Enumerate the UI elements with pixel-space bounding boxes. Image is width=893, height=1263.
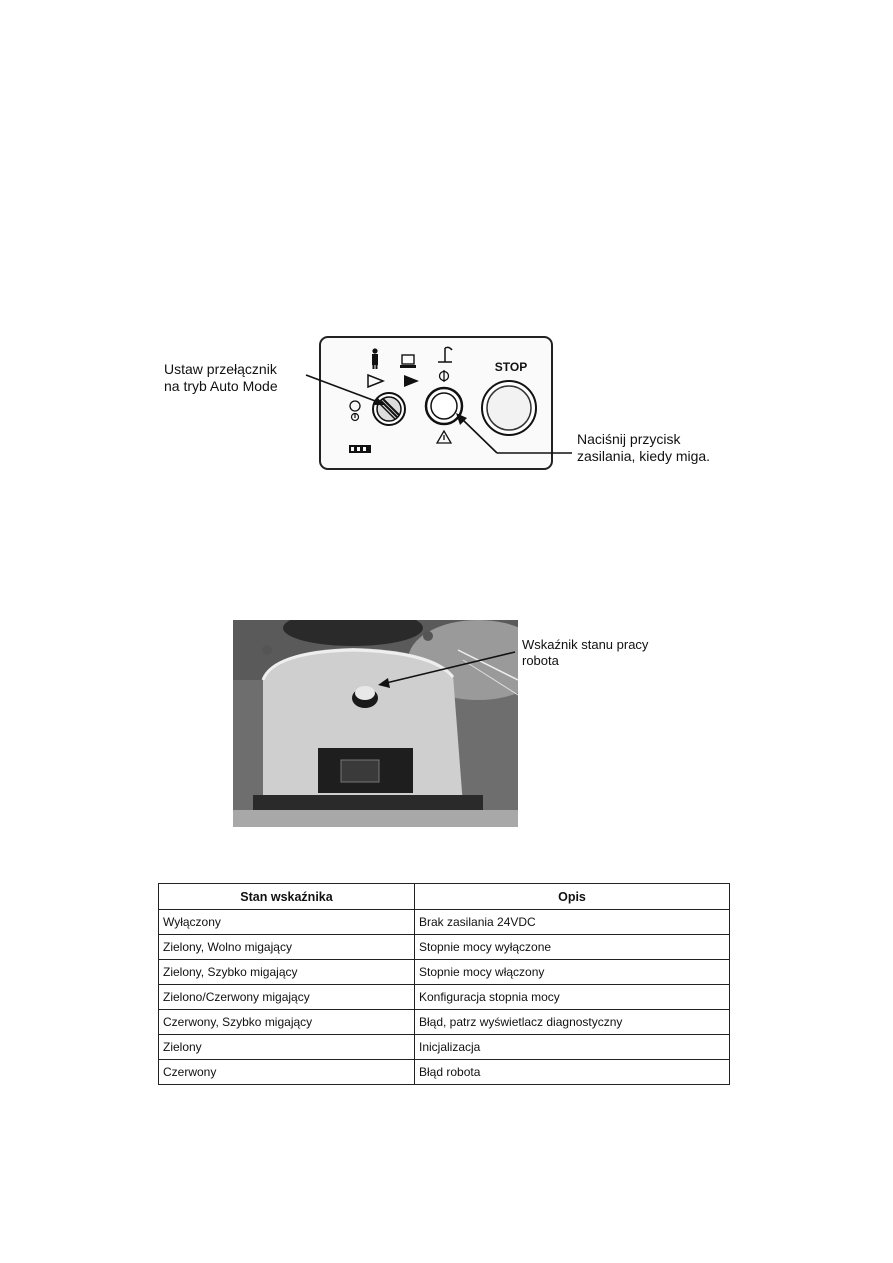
table-row <box>159 935 730 960</box>
panel-callout-arrows <box>0 0 893 520</box>
description-cell: Stopnie mocy włączony <box>415 960 730 985</box>
status-cell: Wyłączony <box>159 910 415 935</box>
table-row <box>159 1060 730 1085</box>
switch-callout-line2: na tryb Auto Mode <box>164 378 278 394</box>
status-cell: Czerwony <box>159 1060 415 1085</box>
status-cell: Zielony, Szybko migający <box>159 960 415 985</box>
description-cell: Inicjalizacja <box>415 1035 730 1060</box>
power-callout <box>577 431 710 465</box>
status-cell: Zielono/Czerwony migający <box>159 985 415 1010</box>
indicator-callout <box>522 637 648 669</box>
description-cell: Stopnie mocy wyłączone <box>415 935 730 960</box>
switch-callout-line1: Ustaw przełącznik <box>164 361 277 377</box>
power-callout-line1: Naciśnij przycisk <box>577 431 681 447</box>
table-row <box>159 985 730 1010</box>
table-row <box>159 910 730 935</box>
column-header-status: Stan wskaźnika <box>159 884 415 910</box>
stop-label: STOP <box>494 360 528 374</box>
status-cell: Czerwony, Szybko migający <box>159 1010 415 1035</box>
indicator-callout-line1: Wskaźnik stanu pracy <box>522 637 649 652</box>
description-cell: Błąd robota <box>415 1060 730 1085</box>
description-cell: Błąd, patrz wyświetlacz diagnostyczny <box>415 1010 730 1035</box>
indicator-status-table <box>158 883 730 1085</box>
status-cell: Zielony <box>159 1035 415 1060</box>
column-header-description: Opis <box>415 884 730 910</box>
table-row <box>159 960 730 985</box>
indicator-callout-arrow <box>0 600 893 720</box>
power-callout-line2: zasilania, kiedy miga. <box>577 448 711 464</box>
description-cell: Konfiguracja stopnia mocy <box>415 985 730 1010</box>
table-row <box>159 1010 730 1035</box>
description-cell: Brak zasilania 24VDC <box>415 910 730 935</box>
status-cell: Zielony, Wolno migający <box>159 935 415 960</box>
indicator-callout-line2: robota <box>522 653 559 668</box>
table-row <box>159 1035 730 1060</box>
table-header-row <box>159 884 730 910</box>
